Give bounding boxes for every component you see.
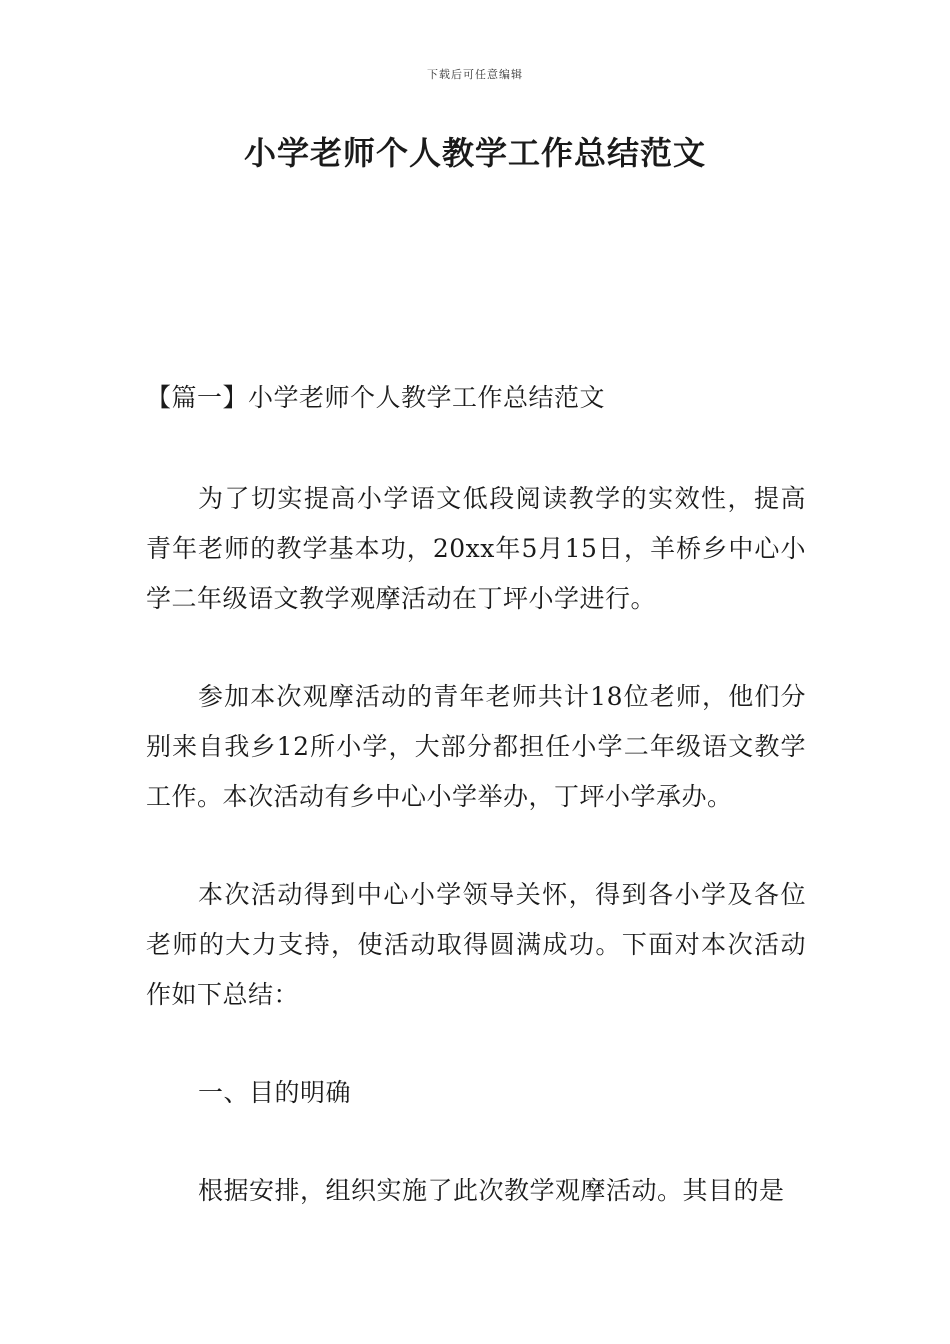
header-note: 下载后可任意编辑 <box>427 68 523 81</box>
paragraph-1: 为了切实提高小学语文低段阅读教学的实效性，提高青年老师的教学基本功，20xx年5月15日，羊桥乡中心小学二年级语文教学观摩活动在丁坪小学进行。 <box>146 484 806 613</box>
paragraph-3: 本次活动得到中心小学领导关怀，得到各小学及各位老师的大力支持，使活动取得圆满成功。下面对本次活动作如下总结： <box>146 880 806 1009</box>
paragraph-4: 根据安排，组织实施了此次教学观摩活动。其目的是 <box>198 1176 785 1205</box>
document-body <box>146 378 806 1264</box>
section-heading: 【篇一】小学老师个人教学工作总结范文 <box>146 383 606 412</box>
paragraph-2: 参加本次观摩活动的青年老师共计18位老师，他们分别来自我乡12所小学，大部分都担任小学二年级语文教学工作。本次活动有乡中心小学举办，丁坪小学承办。 <box>146 682 806 811</box>
subheading-purpose: 一、目的明确 <box>198 1078 352 1107</box>
document-title: 小学老师个人教学工作总结范文 <box>243 134 706 172</box>
